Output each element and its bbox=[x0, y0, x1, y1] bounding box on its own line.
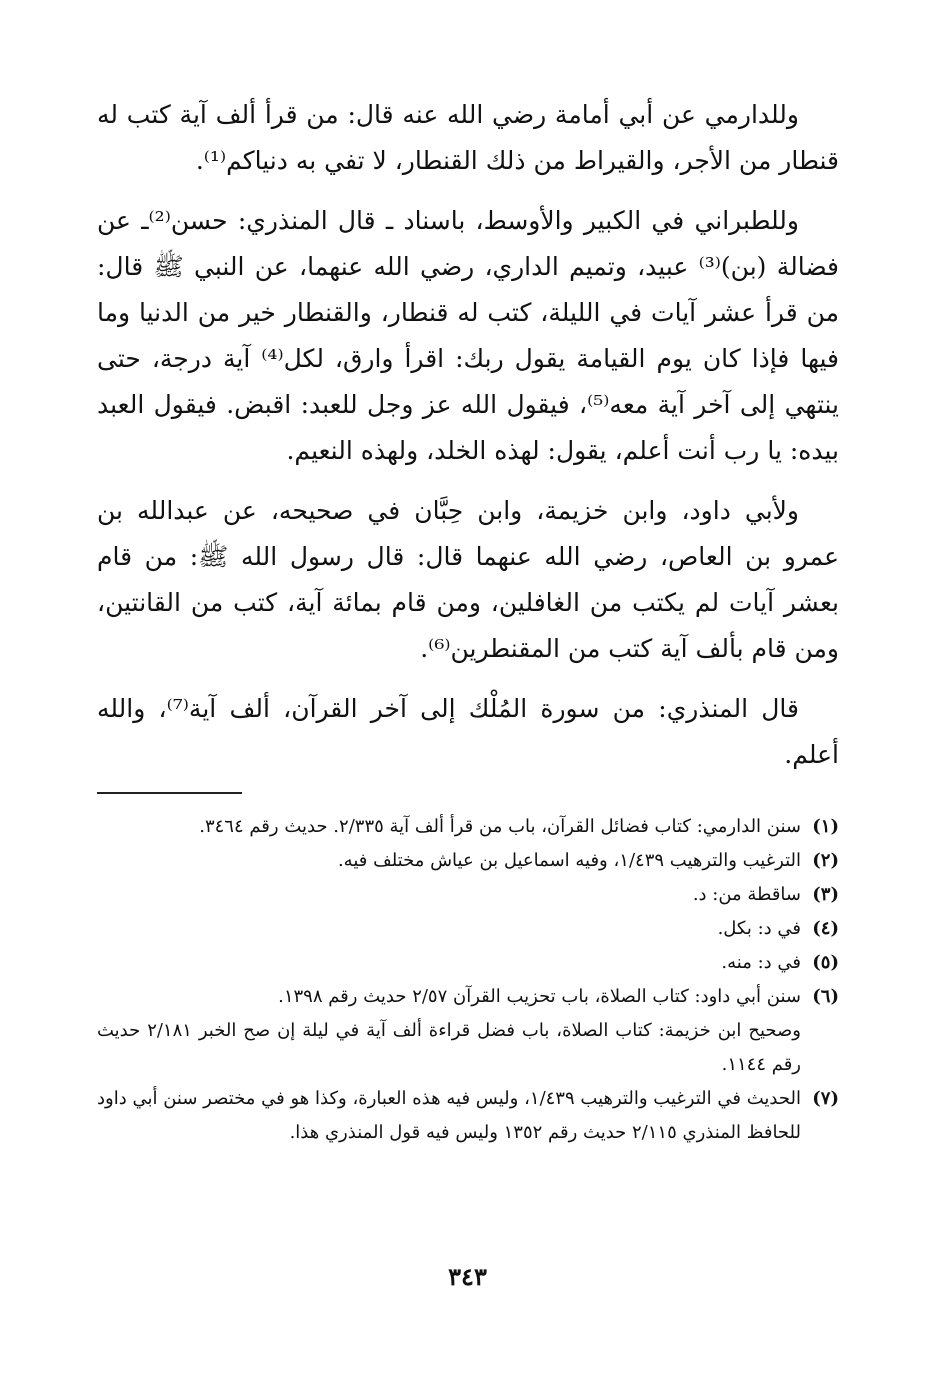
page-body bbox=[97, 92, 839, 1150]
footnote-6-continuation: وصحيح ابن خزيمة: كتاب الصلاة، باب فضل قراءة ألف آية في ليلة إن صح الخبر ٢/١٨١ حديث رقم ١١٤٤. bbox=[97, 1020, 801, 1075]
footnote-text: في د: بكل. bbox=[717, 918, 801, 939]
footnote-separator bbox=[97, 792, 242, 794]
footnote-number: (٣) bbox=[812, 884, 839, 905]
footnote-4 bbox=[97, 912, 839, 946]
paragraph-darimi: وللدارمي عن أبي أمامة رضي الله عنه قال: من قرأ ألف آية كتب له قنطار من الأجر، والقيراط من ذلك القنطار، لا تفي به دنياكم⁽¹⁾. bbox=[97, 100, 839, 175]
footnote-number: (٧) bbox=[812, 1088, 839, 1109]
footnote-text: ساقطة من: د. bbox=[692, 884, 801, 905]
footnote-number: (٥) bbox=[812, 952, 839, 973]
footnote-text: في د: منه. bbox=[721, 952, 801, 973]
footnote-number: (١) bbox=[812, 816, 839, 837]
paragraph-abu-dawud: ولأبي داود، وابن خزيمة، وابن حِبَّان في صحيحه، عن عبدالله بن عمرو بن العاص، رضي الله عنهما قال: قال رسول الله ﷺ: من قام بعشر آيات لم يكتب من الغافلين، ومن قام بمائة آية، كتب من القانتين، ومن قام بألف آية كتب من المقنطرين⁽⁶⁾. bbox=[97, 496, 839, 663]
footnote-text: الترغيب والترهيب ١/٤٣٩، وفيه اسماعيل بن عياش مختلف فيه. bbox=[337, 850, 801, 871]
footnote-text: سنن الدارمي: كتاب فضائل القرآن، باب من قرأ ألف آية ٢/٣٣٥. حديث رقم ٣٤٦٤. bbox=[199, 816, 801, 837]
paragraph-tabarani: وللطبراني في الكبير والأوسط، باسناد ـ قال المنذري: حسن⁽²⁾ـ عن فضالة (بن)⁽³⁾ عبيد، وتميم الداري، رضي الله عنهما، عن النبي ﷺ قال: من قرأ عشر آيات في الليلة، كتب له قنطار، والقنطار خير من الدنيا وما فيها فإذا كان يوم القيامة يقول ربك: اقرأ وارق، لكل⁽⁴⁾ آية درجة، حتى ينتهي إلى آخر آية معه⁽⁵⁾، فيقول الله عز وجل للعبد: اقبض. فيقول العبد بيده: يا رب أنت أعلم، يقول: لهذه الخلد، ولهذه النعيم. bbox=[97, 206, 839, 465]
footnote-2 bbox=[97, 844, 839, 878]
paragraph-mundhiri: قال المنذري: من سورة المُلْك إلى آخر القرآن، ألف آية⁽⁷⁾، والله أعلم. bbox=[97, 694, 839, 769]
footnote-3 bbox=[97, 878, 839, 912]
footnote-number: (٤) bbox=[812, 918, 839, 939]
footnotes bbox=[97, 810, 839, 1150]
footnote-text: سنن أبي داود: كتاب الصلاة، باب تحزيب القرآن ٢/٥٧ حديث رقم ١٣٩٨. bbox=[278, 986, 801, 1007]
footnote-number: (٦) bbox=[812, 986, 839, 1007]
footnote-7 bbox=[97, 1082, 839, 1150]
footnote-text: الحديث في الترغيب والترهيب ١/٤٣٩، وليس فيه هذه العبارة، وكذا هو في مختصر سنن أبي داود للحافظ المنذري ٢/١١٥ حديث رقم ١٣٥٢ وليس فيه قول المنذري هذا. bbox=[97, 1088, 801, 1143]
footnote-number: (٢) bbox=[812, 850, 839, 871]
footnote-5 bbox=[97, 946, 839, 980]
footnote-6 bbox=[97, 980, 839, 1014]
footnote-1 bbox=[97, 810, 839, 844]
page-number: ٣٤٣ bbox=[448, 1262, 487, 1291]
